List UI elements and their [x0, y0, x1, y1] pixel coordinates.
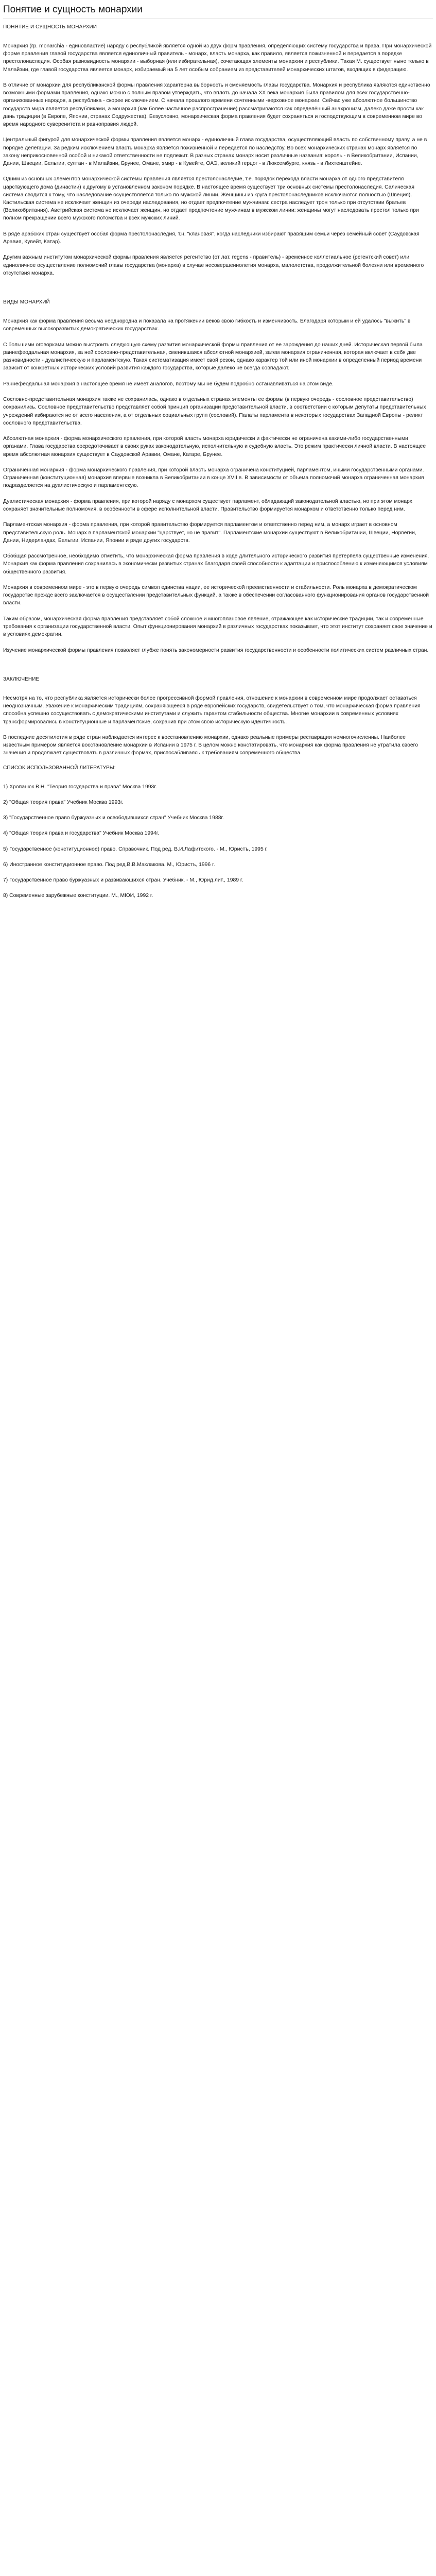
paragraph: В ряде арабских стран существует особая форма престолонаследия, т.н. "клановая", когда наследники избирают правящим семьи через семейный совет (Саудовская Аравия, Кувейт, Катар). — [3, 231, 420, 245]
paragraph: Раннефеодальная монархия в настоящее время не имеет аналогов, поэтому мы не будем подробно останавливаться на этом виде. — [3, 381, 334, 387]
paragraph: Изучение монархической формы правления позволяет глубже понять закономерности развития государственности и особенности политических систем различных стран. — [3, 647, 429, 653]
paragraph: Ограниченная монархия - форма монархического правления, при которой власть монарха ограничена конституцией, парламентом, иными государственными органами. Ограниченная (конституционная) монархия впервые возникла в Великобритании в конце XVII в. В зависимости от объема полномочий монарха ограниченная монархия подразделяется на дуалистическую и парламентскую. — [3, 467, 424, 489]
paragraph: Одним из основных элементов монархической системы правления является престолонаследие, т.е. порядок перехода власти монарха от одного представителя царствующего дома (династии) к другому в установленном законом порядке. В настоящее время существует три основных системы престолонаследия. Салическая система сводится к тому, что наследование осуществляется только по мужской линии. Женщины из круга престолонаследников исключаются полностью (Швеция). Кастильская система не исключает женщин из очереди наследования, но отдает предпочтение мужчинам: сестра наследует трон только при отсутствии братьев (Великобритания). Австрийская система не исключает женщин, но отдает предпочтение мужчинам в мужском линии: женщины могут наследовать престол только при полном прекращении всего мужского потомства и всех мужских линий. — [3, 176, 419, 222]
paragraph: Монархия как форма правления весьма неоднородна и показала на протяжении веков свою гибкость и изменчивость. Благодаря которым и ей удалось "выжить" в современных высокоразвитых демократических государствах. — [3, 318, 411, 332]
paragraph: Несмотря на то, что республика является исторически более прогрессивной формой правления, отношение к монархии в современном мире продолжает оставаться неоднозначным. Уважение к монархическим традициям, сохраняющееся в ряде европейских государств, свидетельствует о том, что монархическая форма правления способна успешно сосуществовать с демократическими институтами и служить гарантом стабильности общества. Многие монархии в современных условиях трансформировались в конституционные и парламентские, сохранив при этом свою историческую идентичность. — [3, 695, 421, 725]
paragraph: Другим важным институтом монархической формы правления является регентство (от лат. regens - правитель) - временное коллегиальное (регентский совет) или единоличное осуществление полномочий главы государства (монарха) в случае несовершеннолетия монарха, малолетства, продолжительной болезни или временного отсутствия монарха. — [3, 255, 424, 276]
paragraph: Обобщая рассмотренное, необходимо отметить, что монархическая форма правления в ходе длительного исторического развития претерпела существенные изменения. Монархия как форма правления сохранилась в экономически развитых странах благодаря своей способности к адаптации и приспособлению к изменяющимся условиям общественного развития. — [3, 553, 429, 575]
paragraph: Монархия (гр. monarchia - единовластие) наряду с республикой является одной из двух форм правления, определяющих систему государства и права. При монархической форме правления главой государства является единоличный правитель - монарх, власть монарха, как правило, является пожизненной и передается в порядке престолонаследия. Особая разновидность монархии - выборная (или избирательная), сочетающая элементы монархии и республики. Такая М. существует ныне только в Малайзии, где главой государства является монарх, избираемый на 5 лет особым собранием из представителей монархических штатов, входящих в федерацию. — [3, 43, 432, 73]
page-title: Понятие и сущность монархии — [3, 4, 433, 19]
paragraph: Монархия в современном мире - это в первую очередь символ единства нации, ее исторической преемственности и стабильности. Роль монарха в демократическом государстве прежде всего заключается в осуществлении представительных функций, а также в обеспечении согласованного функционирования органов государственной власти. — [3, 584, 429, 606]
reference-item: 6) Иностранное конституционное право. Под ред.В.В.Маклакова. М., Юристъ, 1996 г. — [3, 861, 215, 868]
reference-list — [3, 783, 433, 900]
reference-item: 7) Государственное право буржуазных и развивающихся стран. Учебник. - М., Юрид.лит., 1989 г. — [3, 877, 243, 883]
reference-item: 3) "Государственное право буржуазных и освободившихся стран" Учебник Москва 1988г. — [3, 815, 224, 821]
paragraph: С большими оговорками можно выстроить следующую схему развития монархической формы правления от ее зарождения до наших дней. Историческая первой была раннефеодальная монархия, за ней сословно-представительная, сменившаяся абсолютной монархией, затем монархия ограниченная, которая включает в себя две разновидности - дуалистическую и парламентскую. Такая систематизация имеет свой резон, однако характер той или иной монархии в определенный период времени зависит от конкретных исторических условий развития каждого государства, которые далеко не всегда совпадают. — [3, 342, 423, 371]
paragraph: Центральный фигурой для монархической формы правления является монарх - единоличный глава государства, осуществляющий власть по собственному праву, а не в порядке делегации. За редким исключением власть монарха является пожизненной и передается по наследству. Во всех монархических странах монарх является по закону неприкосновенной особой и никакой ответственности не подлежит. В разных странах монарх носит различные названия: король - в Великобритании, Испании, Дании, Швеции, Бельгии, султан - в Малайзии, Брунее, Омане, эмир - в Кувейте, ОАЭ, великий герцог - в Люксембурге, князь - в Лихтенштейне. — [3, 137, 427, 167]
paragraph: Дуалистическая монархия - форма правления, при которой наряду с монархом существует парламент, обладающий законодательной властью, но при этом монарх сохраняет значительные полномочия, в особенности в сфере исполнительной власти. Правительство формируется монархом и ответственно только перед ним. — [3, 498, 412, 512]
section-heading-types: ВИДЫ МОНАРХИЙ — [3, 299, 50, 306]
paragraph: Сословно-представительная монархия также не сохранилась, однако в отдельных странах элементы ее формы (в первую очередь - сословное представительство) сохранились. Сословное представительство представляет собой принцип организации представительной власти, в соответствии с которым депутаты представительных учреждений избираются не от всего населения, а от отдельных социальных групп (сословий). Палаты парламента в некоторых государствах Западной Европы - реликт сословного представительства. — [3, 397, 426, 426]
reference-item: 2) "Общая теория права" Учебник Москва 1993г. — [3, 799, 124, 805]
paragraph: В отличие от монархии для республиканской формы правления характерна выборность и сменяемость главы государства. Монархия и республика являются единственно возможными формами правления, однако можно с полным правом утверждать, что вплоть до начала XX века монархия была правилом для всех государственно-организованных народов, а республика - скорее исключением. С начала прошлого времени сочтенными -верховное монархии. Сейчас уже абсолютное большинство государств мира является республиками, а монархия (как более частичное распространение) рассматриваются как определённый анахронизм, далеко даже прости как дань традиции (в Европе, Японии, странах Содружества). Безусловно, монархическая форма правления будет сохраняться и господствующим в современном мире во время народного суверенитета и равноправия людей. — [3, 82, 430, 128]
section-heading-conclusion: ЗАКЛЮЧЕНИЕ — [3, 676, 40, 682]
section-heading-intro: ПОНЯТИЕ И СУЩНОСТЬ МОНАРХИИ — [3, 24, 97, 30]
reference-item: 1) Хропанюк В.Н. "Теория государства и права" Москва 1993г. — [3, 784, 157, 790]
paragraph: Таким образом, монархическая форма правления представляет собой сложное и многоплановое явление, отражающее как исторические традиции, так и современные требования к организации государственной власти. Опыт функционирования монархий в различных государствах показывает, что этот институт сохраняет свое значение и в условиях демократии. — [3, 616, 432, 638]
document-page — [0, 0, 436, 900]
paragraph: В последние десятилетия в ряде стран наблюдается интерес к восстановлению монархии, однако реальные примеры реставрации немногочисленны. Наиболее известным примером является восстановление монархии в Испании в 1975 г. В целом можно констатировать, что монархия как форма правления не утратила своего значения и продолжает существовать в различных формах, приспосабливаясь к требованиям современного общества. — [3, 734, 418, 756]
paragraph: Абсолютная монархия - форма монархического правления, при которой власть монарха юридически и фактически не ограничена какими-либо государственными органами. Глава государства сосредоточивает в своих руках законодательную, исполнительную и судебную власть. Это режим практически личной власти. В настоящее время абсолютная монархия существует в Саудовской Аравии, Омане, Катаре, Брунее. — [3, 436, 426, 457]
section-heading-references: СПИСОК ИСПОЛЬЗОВАННОЙ ЛИТЕРАТУРЫ: — [3, 765, 116, 771]
reference-item: 8) Современные зарубежные конституции. М., МЮИ, 1992 г. — [3, 893, 153, 899]
paragraph: Парламентская монархия - форма правления, при которой правительство формируется парламентом и ответственно перед ним, а монарх играет в основном представительскую роль. Монарх в парламентской монархии "царствует, но не правит". Парламентские монархии существуют в Великобритании, Швеции, Норвегии, Дании, Нидерландах, Бельгии, Испании, Японии и ряде других государств. — [3, 522, 416, 544]
reference-item: 4) "Общая теория права и государства" Учебник Москва 1994г. — [3, 831, 160, 837]
reference-item: 5) Государственное (конституционное) право. Справочник. Под ред. В.И.Лафитского. - М., Юристъ, 1995 г. — [3, 846, 268, 852]
